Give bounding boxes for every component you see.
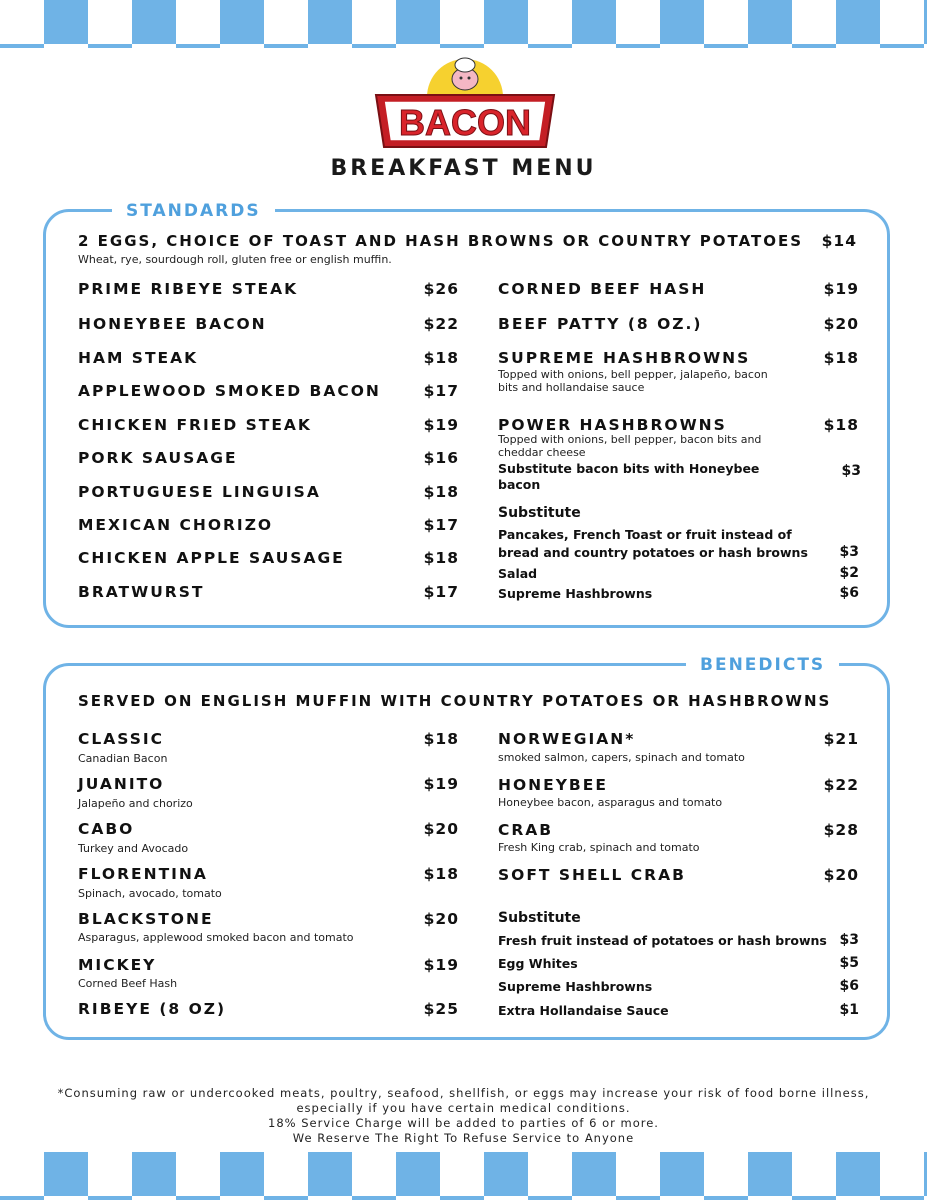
menu-item-desc: bits and hollandaise sauce xyxy=(498,381,645,394)
menu-item-price: $22 xyxy=(823,776,859,794)
substitute-item: Fresh fruit instead of potatoes or hash browns xyxy=(498,933,827,948)
menu-item-price: $20 xyxy=(423,820,459,838)
menu-item-price: $19 xyxy=(423,416,459,434)
menu-item-desc: Corned Beef Hash xyxy=(78,977,178,990)
menu-item-price: $16 xyxy=(423,449,459,467)
menu-item: SUPREME HASHBROWNS xyxy=(498,349,751,367)
substitute-price: $2 xyxy=(839,565,859,581)
menu-item-price: $18 xyxy=(823,416,859,434)
bacon-swap-line: bacon xyxy=(498,477,541,492)
bacon-swap-price: $3 xyxy=(841,463,861,479)
substitute-price: $1 xyxy=(839,1002,859,1018)
substitute-price: $3 xyxy=(839,544,859,560)
menu-item-price: $17 xyxy=(423,382,459,400)
menu-item-desc: Topped with onions, bell pepper, jalapeño, bacon xyxy=(498,368,768,381)
menu-item-desc: Jalapeño and chorizo xyxy=(78,797,193,810)
menu-item-desc: cheddar cheese xyxy=(498,446,586,459)
menu-item: PORTUGUESE LINGUISA xyxy=(78,483,321,501)
substitute-item: Egg Whites xyxy=(498,956,578,971)
substitute-price: $3 xyxy=(839,932,859,948)
substitute-item: Pancakes, French Toast or fruit instead of xyxy=(498,527,792,542)
menu-item: MEXICAN CHORIZO xyxy=(78,516,274,534)
menu-item-price: $18 xyxy=(423,730,459,748)
menu-item-price: $19 xyxy=(823,280,859,298)
substitute-item: Supreme Hashbrowns xyxy=(498,586,653,601)
benedicts-intro: SERVED ON ENGLISH MUFFIN WITH COUNTRY POTATOES OR HASHBROWNS xyxy=(78,692,832,710)
menu-item-desc: Turkey and Avocado xyxy=(78,842,189,855)
menu-item-price: $18 xyxy=(423,549,459,567)
menu-item-desc: Honeybee bacon, asparagus and tomato xyxy=(498,796,723,809)
eggs-item-price: $14 xyxy=(821,232,857,250)
substitute-item: Supreme Hashbrowns xyxy=(498,979,653,994)
section-title-standards: STANDARDS xyxy=(112,201,275,221)
bacon-logo xyxy=(370,55,560,155)
eggs-item-note: Wheat, rye, sourdough roll, gluten free or english muffin. xyxy=(78,253,392,266)
bacon-swap-line: Substitute bacon bits with Honeybee xyxy=(498,461,760,476)
menu-item-price: $20 xyxy=(823,866,859,884)
menu-item: HONEYBEE xyxy=(498,776,608,794)
menu-item: BLACKSTONE xyxy=(78,910,214,928)
menu-item-price: $21 xyxy=(823,730,859,748)
menu-item: NORWEGIAN* xyxy=(498,730,636,748)
substitute-item: Extra Hollandaise Sauce xyxy=(498,1003,669,1018)
menu-item-price: $17 xyxy=(423,516,459,534)
substitute-heading: Substitute xyxy=(498,505,581,521)
menu-item: FLORENTINA xyxy=(78,865,208,883)
menu-item-price: $22 xyxy=(423,315,459,333)
menu-item-desc: Spinach, avocado, tomato xyxy=(78,887,222,900)
menu-item: CHICKEN FRIED STEAK xyxy=(78,416,312,434)
menu-item: BEEF PATTY (8 OZ.) xyxy=(498,315,703,333)
checker-border-bottom xyxy=(0,1152,927,1200)
menu-item-price: $18 xyxy=(423,865,459,883)
menu-item: HAM STEAK xyxy=(78,349,199,367)
menu-item-price: $20 xyxy=(423,910,459,928)
footer-line: especially if you have certain medical conditions. xyxy=(296,1101,631,1115)
substitute-item: Salad xyxy=(498,566,538,581)
menu-item: CHICKEN APPLE SAUSAGE xyxy=(78,549,345,567)
menu-item-desc: smoked salmon, capers, spinach and tomato xyxy=(498,751,745,764)
menu-title: BREAKFAST MENU xyxy=(330,156,597,181)
menu-item-price: $25 xyxy=(423,1000,459,1018)
menu-item: PORK SAUSAGE xyxy=(78,449,238,467)
footer-line: 18% Service Charge will be added to parties of 6 or more. xyxy=(268,1116,659,1130)
menu-item: MICKEY xyxy=(78,956,157,974)
menu-item-desc: Asparagus, applewood smoked bacon and tomato xyxy=(78,931,354,944)
checker-border-top xyxy=(0,0,927,48)
menu-item: APPLEWOOD SMOKED BACON xyxy=(78,382,381,400)
menu-item-price: $18 xyxy=(823,349,859,367)
menu-item: RIBEYE (8 OZ) xyxy=(78,1000,227,1018)
menu-item-price: $26 xyxy=(423,280,459,298)
eggs-item-name: 2 EGGS, CHOICE OF TOAST AND HASH BROWNS OR COUNTRY POTATOES xyxy=(78,232,804,250)
menu-item-price: $19 xyxy=(423,956,459,974)
footer-disclaimer xyxy=(30,1086,897,1146)
logo-wordmark: BACON xyxy=(399,102,531,143)
menu-item: POWER HASHBROWNS xyxy=(498,416,727,434)
substitute-item: bread and country potatoes or hash browns xyxy=(498,545,808,560)
menu-item: SOFT SHELL CRAB xyxy=(498,866,686,884)
substitute-price: $6 xyxy=(839,585,859,601)
menu-item: HONEYBEE BACON xyxy=(78,315,267,333)
section-title-benedicts: BENEDICTS xyxy=(686,655,839,675)
menu-item: CORNED BEEF HASH xyxy=(498,280,707,298)
menu-item: JUANITO xyxy=(78,775,165,793)
menu-item: CABO xyxy=(78,820,135,838)
menu-item-desc: Canadian Bacon xyxy=(78,752,168,765)
menu-item-desc: Topped with onions, bell pepper, bacon bits and xyxy=(498,433,762,446)
menu-item: CRAB xyxy=(498,821,554,839)
menu-item-price: $19 xyxy=(423,775,459,793)
menu-item: PRIME RIBEYE STEAK xyxy=(78,280,299,298)
menu-item-price: $18 xyxy=(423,483,459,501)
menu-item: BRATWURST xyxy=(78,583,205,601)
footer-line: We Reserve The Right To Refuse Service to Anyone xyxy=(292,1131,635,1145)
substitute-price: $6 xyxy=(839,978,859,994)
substitute-price: $5 xyxy=(839,955,859,971)
menu-item-price: $28 xyxy=(823,821,859,839)
menu-item-price: $17 xyxy=(423,583,459,601)
menu-item-price: $18 xyxy=(423,349,459,367)
menu-item-price: $20 xyxy=(823,315,859,333)
menu-item-desc: Fresh King crab, spinach and tomato xyxy=(498,841,700,854)
menu-item: CLASSIC xyxy=(78,730,165,748)
substitute-heading: Substitute xyxy=(498,910,581,926)
footer-line: *Consuming raw or undercooked meats, poultry, seafood, shellfish, or eggs may increase your risk of food borne illness, xyxy=(57,1086,870,1100)
